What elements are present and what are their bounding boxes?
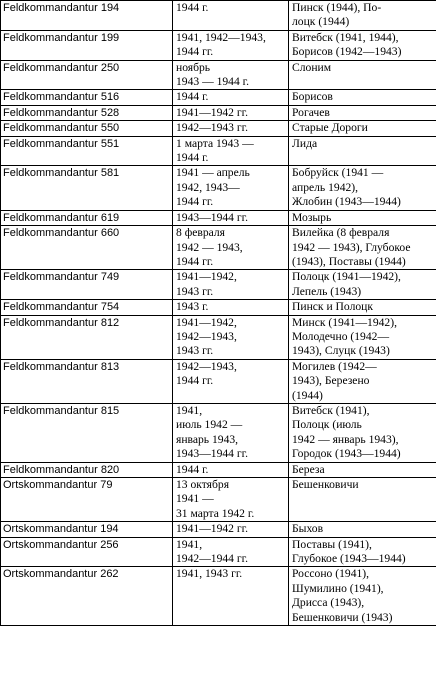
unit-cell: Feldkommandantur 250 [1, 60, 173, 90]
table-row [1, 105, 436, 120]
places-cell: Минск (1941—1942), Молодечно (1942— 1943), Слуцк (1943) [289, 315, 436, 359]
table-row [1, 300, 436, 315]
table-row [1, 462, 436, 477]
period-cell: 1942—1943 гг. [173, 121, 289, 136]
unit-cell: Feldkommandantur 199 [1, 30, 173, 60]
unit-cell: Feldkommandantur 813 [1, 359, 173, 403]
unit-cell: Feldkommandantur 754 [1, 300, 173, 315]
places-cell: Бобруйск (1941 — апрель 1942), Жлобин (1943—1944) [289, 166, 436, 210]
unit-cell: Feldkommandantur 619 [1, 210, 173, 225]
table-row [1, 166, 436, 210]
table-row [1, 226, 436, 270]
unit-cell: Feldkommandantur 551 [1, 136, 173, 166]
places-cell: Поставы (1941), Глубокое (1943—1944) [289, 537, 436, 567]
unit-cell: Ortskommandantur 194 [1, 522, 173, 537]
places-cell: Старые Дороги [289, 121, 436, 136]
unit-cell: Ortskommandantur 262 [1, 567, 173, 626]
period-cell: 1944 г. [173, 90, 289, 105]
period-cell: 1 марта 1943 — 1944 г. [173, 136, 289, 166]
period-cell: 1941, 1942—1943, 1944 гг. [173, 30, 289, 60]
table-row [1, 315, 436, 359]
places-cell: Рогачев [289, 105, 436, 120]
places-cell: Вилейка (8 февраля 1942 — 1943), Глубокое (1943), Поставы (1944) [289, 226, 436, 270]
places-cell: Борисов [289, 90, 436, 105]
period-cell: 1942—1943, 1944 гг. [173, 359, 289, 403]
period-cell: 1943 г. [173, 300, 289, 315]
period-cell: 1941, 1942—1944 гг. [173, 537, 289, 567]
places-cell: Пинск (1944), По- лоцк (1944) [289, 1, 436, 31]
period-cell: 13 октября 1941 — 31 марта 1942 г. [173, 478, 289, 522]
unit-cell: Feldkommandantur 550 [1, 121, 173, 136]
table-row [1, 567, 436, 626]
table-row [1, 210, 436, 225]
table-row [1, 1, 436, 31]
unit-cell: Ortskommandantur 256 [1, 537, 173, 567]
table-row [1, 30, 436, 60]
places-cell: Витебск (1941), Полоцк (июль 1942 — январь 1943), Городок (1943—1944) [289, 403, 436, 462]
table-row [1, 478, 436, 522]
table-row [1, 522, 436, 537]
period-cell: 1941 — апрель 1942, 1943— 1944 гг. [173, 166, 289, 210]
period-cell: 1941—1942 гг. [173, 105, 289, 120]
places-cell: Мозырь [289, 210, 436, 225]
period-cell: 1941—1942 гг. [173, 522, 289, 537]
places-cell: Россоно (1941), Шумилино (1941), Дрисса (1943), Бешенковичи (1943) [289, 567, 436, 626]
unit-cell: Feldkommandantur 528 [1, 105, 173, 120]
table-row [1, 359, 436, 403]
table-row [1, 270, 436, 300]
places-cell: Быхов [289, 522, 436, 537]
period-cell: 1941, 1943 гг. [173, 567, 289, 626]
places-cell: Береза [289, 462, 436, 477]
unit-cell: Feldkommandantur 581 [1, 166, 173, 210]
table-row [1, 403, 436, 462]
table-row [1, 60, 436, 90]
places-cell: Лида [289, 136, 436, 166]
places-cell: Слоним [289, 60, 436, 90]
period-cell: 1941, июль 1942 — январь 1943, 1943—1944 гг. [173, 403, 289, 462]
table-row [1, 121, 436, 136]
places-cell: Полоцк (1941—1942), Лепель (1943) [289, 270, 436, 300]
unit-cell: Feldkommandantur 820 [1, 462, 173, 477]
table-row [1, 537, 436, 567]
period-cell: 1943—1944 гг. [173, 210, 289, 225]
unit-cell: Feldkommandantur 749 [1, 270, 173, 300]
places-cell: Бешенковичи [289, 478, 436, 522]
unit-cell: Feldkommandantur 516 [1, 90, 173, 105]
table-row [1, 136, 436, 166]
places-cell: Витебск (1941, 1944), Борисов (1942—1943) [289, 30, 436, 60]
period-cell: 1944 г. [173, 462, 289, 477]
unit-cell: Feldkommandantur 815 [1, 403, 173, 462]
unit-cell: Ortskommandantur 79 [1, 478, 173, 522]
period-cell: 1941—1942, 1942—1943, 1943 гг. [173, 315, 289, 359]
unit-cell: Feldkommandantur 194 [1, 1, 173, 31]
period-cell: ноябрь 1943 — 1944 г. [173, 60, 289, 90]
places-cell: Могилев (1942— 1943), Березено (1944) [289, 359, 436, 403]
period-cell: 8 февраля 1942 — 1943, 1944 гг. [173, 226, 289, 270]
table-row [1, 90, 436, 105]
period-cell: 1944 г. [173, 1, 289, 31]
period-cell: 1941—1942, 1943 гг. [173, 270, 289, 300]
places-cell: Пинск и Полоцк [289, 300, 436, 315]
unit-cell: Feldkommandantur 660 [1, 226, 173, 270]
unit-cell: Feldkommandantur 812 [1, 315, 173, 359]
